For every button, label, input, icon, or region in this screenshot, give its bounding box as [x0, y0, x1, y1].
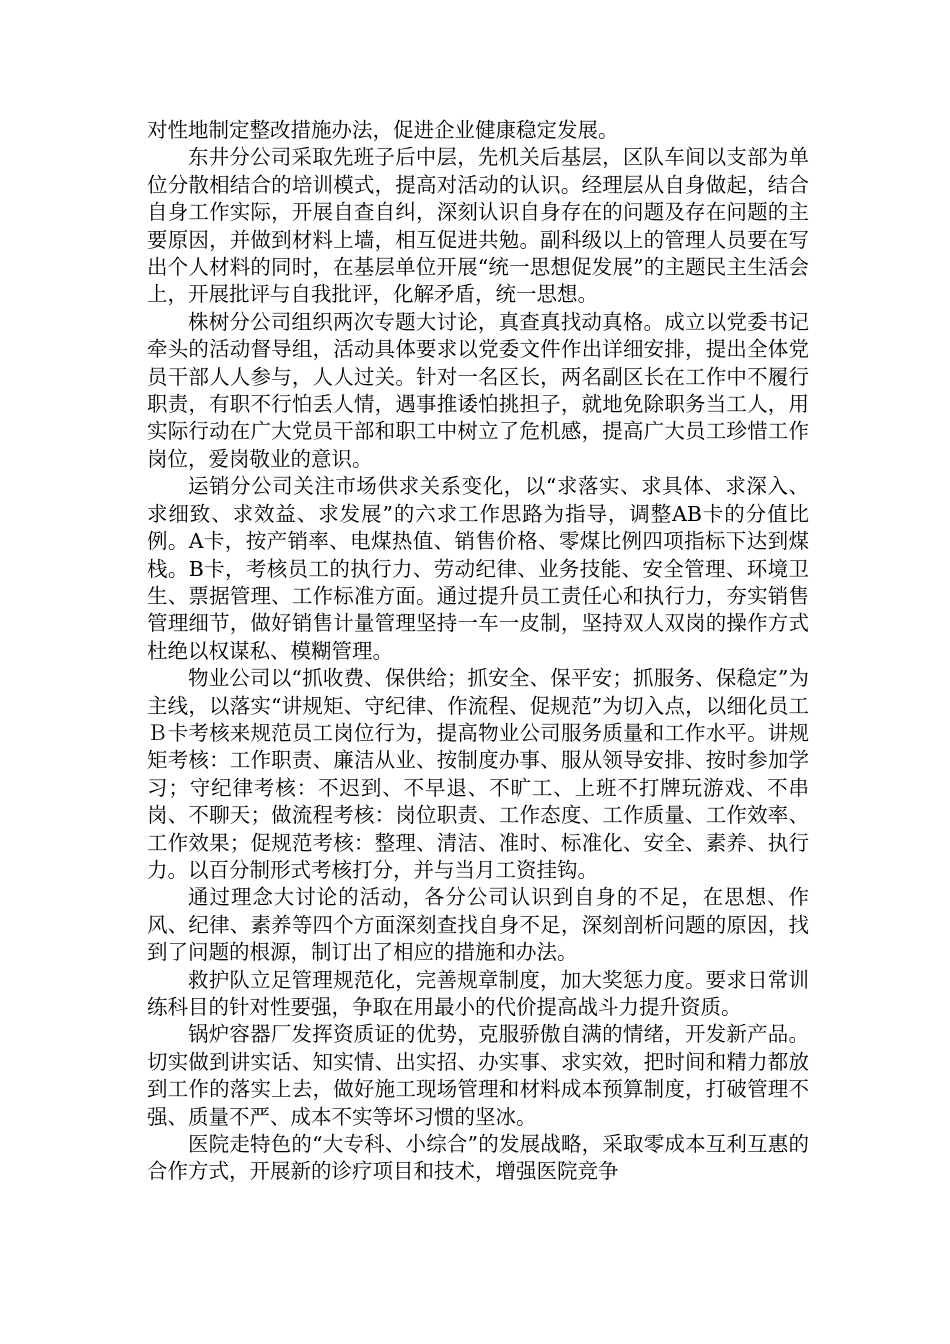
- paragraph-zhushu: 株树分公司组织两次专题大讨论，真查真找动真格。成立以党委书记牵头的活动督导组，活动具体要求以党委文件作出详细安排，提出全体党员干部人人参与，人人过关。针对一名区长，两名副区长在工作中不履行职责，有职不行怕丢人情，遇事推诿怕挑担子，就地免除职务当工人，用实际行动在广大党员干部和职工中树立了危机感，提高广大员工珍惜工作岗位，爱岗敬业的意识。: [147, 309, 809, 471]
- paragraph-dongjing: 东井分公司采取先班子后中层，先机关后基层，区队车间以支部为单位分散相结合的培训模式，提高对活动的认识。经理层从自身做起，结合自身工作实际，开展自查自纠，深刻认识自身存在的问题及存在问题的主要原因，并做到材料上墙，相互促进共勉。副科级以上的管理人员要在写出个人材料的同时，在基层单位开展“统一思想促发展”的主题民主生活会上，开展批评与自我批评，化解矛盾，统一思想。: [147, 145, 809, 307]
- paragraph-continuation: 对性地制定整改措施办法，促进企业健康稳定发展。: [147, 118, 619, 142]
- paragraph-yiyuan: 医院走特色的“大专科、小综合”的发展战略，采取零成本互利互惠的合作方式，开展新的诊疗项目和技术，增强医院竞争: [147, 1132, 809, 1184]
- paragraph-summary: 通过理念大讨论的活动，各分公司认识到自身的不足，在思想、作风、纪律、素养等四个方面深刻查找自身不足，深刻剖析问题的原因，找到了问题的根源，制订出了相应的措施和办法。: [147, 885, 809, 965]
- paragraph-wuye: 物业公司以“抓收费、保供给；抓安全、保平安；抓服务、保稳定”为主线，以落实“讲规矩、守纪律、作流程、促规范”为切入点，以细化员工Ｂ卡考核来规范员工岗位行为，提高物业公司服务质量和工作水平。讲规矩考核：工作职责、廉洁从业、按制度办事、服从领导安排、按时参加学习；守纪律考核：不迟到、不早退、不旷工、上班不打牌玩游戏、不串岗、不聊天；做流程考核：岗位职责、工作态度、工作质量、工作效率、工作效果；促规范考核：整理、清洁、准时、标准化、安全、素养、执行力。以百分制形式考核打分，并与当月工资挂钩。: [147, 666, 809, 882]
- paragraph-jiuhudui: 救护队立足管理规范化，完善规章制度，加大奖惩力度。要求日常训练科目的针对性要强，争取在用最小的代价提高战斗力提升资质。: [147, 967, 809, 1019]
- paragraph-guolu: 锅炉容器厂发挥资质证的优势，克服骄傲自满的情绪，开发新产品。切实做到讲实话、知实情、出实招、办实事、求实效，把时间和精力都放到工作的落实上去，做好施工现场管理和材料成本预算制度，打破管理不强、质量不严、成本不实等坏习惯的坚冰。: [147, 1022, 809, 1129]
- paragraph-yunxiao: 运销分公司关注市场供求关系变化，以“求落实、求具体、求深入、求细致、求效益、求发展”的六求工作思路为指导，调整AB卡的分值比例。A卡，按产销率、电煤热值、销售价格、零煤比例四项指标下达到煤栈。B卡，考核员工的执行力、劳动纪律、业务技能、安全管理、环境卫生、票据管理、工作标准方面。通过提升员工责任心和执行力，夯实销售管理细节，做好销售计量管理坚持一车一皮制，坚持双人双岗的操作方式杜绝以权谋私、模糊管理。: [147, 474, 809, 663]
- document-page: [147, 117, 809, 1186]
